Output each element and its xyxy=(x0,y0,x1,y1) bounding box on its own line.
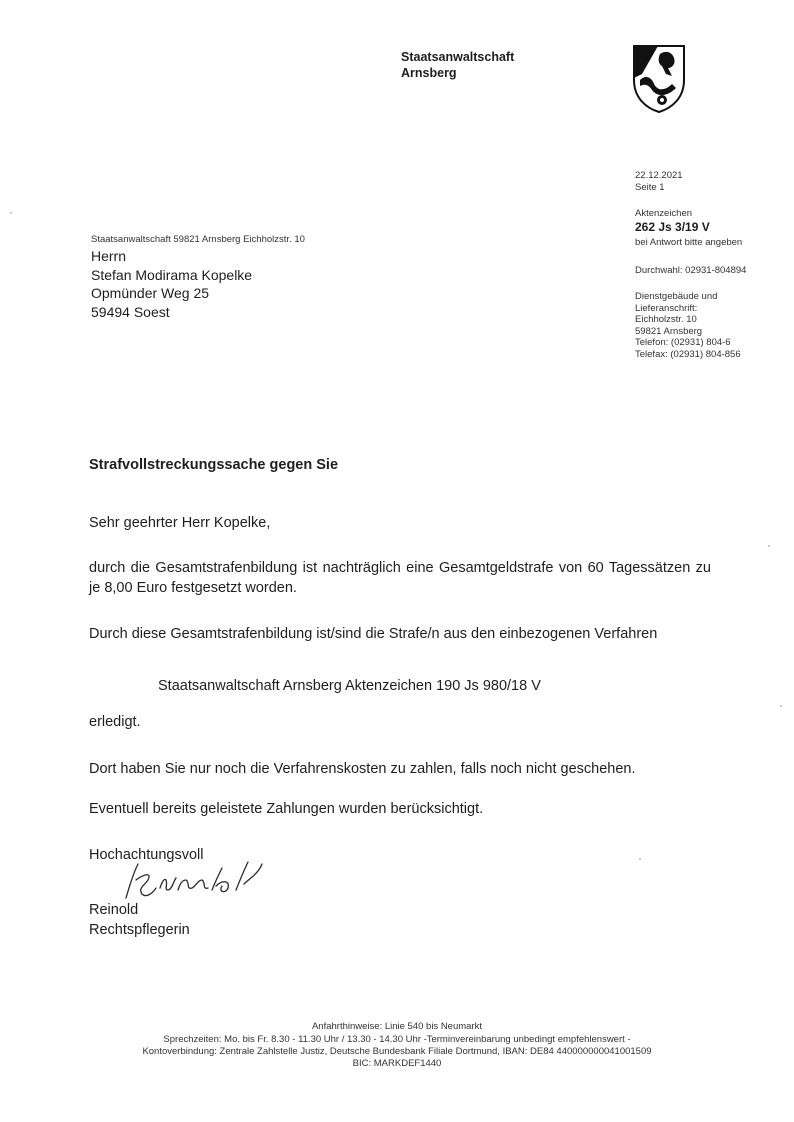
recipient-line: Herrn xyxy=(91,248,127,264)
letterhead-authority xyxy=(401,49,514,81)
body-paragraph-4: Dort haben Sie nur noch die Verfahrenskosten zu zahlen, falls noch nicht geschehen. xyxy=(89,761,636,777)
office-line: Telefax: (02931) 804-856 xyxy=(635,348,741,360)
body-paragraph-5: Eventuell bereits geleistete Zahlungen wurden berücksichtigt. xyxy=(89,801,484,817)
footer-office-hours: Sprechzeiten: Mo. bis Fr. 8.30 - 11.30 Uhr / 13.30 - 14.30 Uhr -Terminvereinbarung unbedingt empfehlenswert - xyxy=(163,1034,631,1045)
salutation: Sehr geehrter Herr Kopelke, xyxy=(89,515,271,531)
office-line: Lieferanschrift: xyxy=(635,302,698,314)
office-address-block xyxy=(635,291,741,360)
scan-speck xyxy=(639,858,641,860)
file-ref-label: Aktenzeichen xyxy=(635,208,693,219)
closing: Hochachtungsvoll xyxy=(89,847,204,863)
page-number: Seite 1 xyxy=(635,182,665,193)
scan-speck xyxy=(10,212,12,214)
signer-title: Rechtspflegerin xyxy=(89,922,190,938)
recipient-line: 59494 Soest xyxy=(91,303,170,320)
recipient-address xyxy=(91,247,252,321)
office-line: Eichholzstr. 10 xyxy=(635,314,697,325)
footer-directions: Anfahrthinweise: Linie 540 bis Neumarkt xyxy=(311,1021,483,1032)
nrw-coat-of-arms-logo xyxy=(632,44,686,114)
office-line: Telefon: (02931) 804-6 xyxy=(635,337,731,348)
office-line: 59821 Arnsberg xyxy=(635,325,703,337)
authority-name: Staatsanwaltschaft xyxy=(401,50,515,64)
letter-date: 22.12.2021 xyxy=(635,170,683,181)
signer-name: Reinold xyxy=(89,902,139,918)
recipient-line: Stefan Modirama Kopelke xyxy=(91,266,253,283)
authority-city: Arnsberg xyxy=(401,66,457,80)
letter-subject: Strafvollstreckungssache gegen Sie xyxy=(89,457,339,473)
file-reference: 262 Js 3/19 V xyxy=(635,220,710,234)
footer-bic: BIC: MARKDEF1440 xyxy=(352,1058,442,1069)
scan-speck xyxy=(780,705,782,707)
office-line: Dienstgebäude und xyxy=(635,291,718,302)
recipient-line: Opmünder Weg 25 xyxy=(91,285,210,301)
sender-return-line: Staatsanwaltschaft 59821 Arnsberg Eichholzstr. 10 xyxy=(91,234,305,245)
case-reference: Staatsanwaltschaft Arnsberg Aktenzeichen 190 Js 980/18 V xyxy=(158,678,541,694)
footer-bank-details: Kontoverbindung: Zentrale Zahlstelle Justiz, Deutsche Bundesbank Filiale Dortmund, IBAN: DE84 440000000041001509 xyxy=(142,1046,652,1057)
scan-speck xyxy=(768,545,770,547)
direct-dial: Durchwahl: 02931-804894 xyxy=(635,265,747,276)
body-paragraph-3: erledigt. xyxy=(89,714,141,730)
body-paragraph-1: durch die Gesamtstrafenbildung ist nachträglich eine Gesamtgeldstrafe von 60 Tagessätzen zu je 8,00 Euro festgesetzt worden. xyxy=(89,560,711,596)
file-ref-note: bei Antwort bitte angeben xyxy=(635,237,743,248)
body-paragraph-2: Durch diese Gesamtstrafenbildung ist/sind die Strafe/n aus den einbezogenen Verfahren xyxy=(89,626,658,642)
